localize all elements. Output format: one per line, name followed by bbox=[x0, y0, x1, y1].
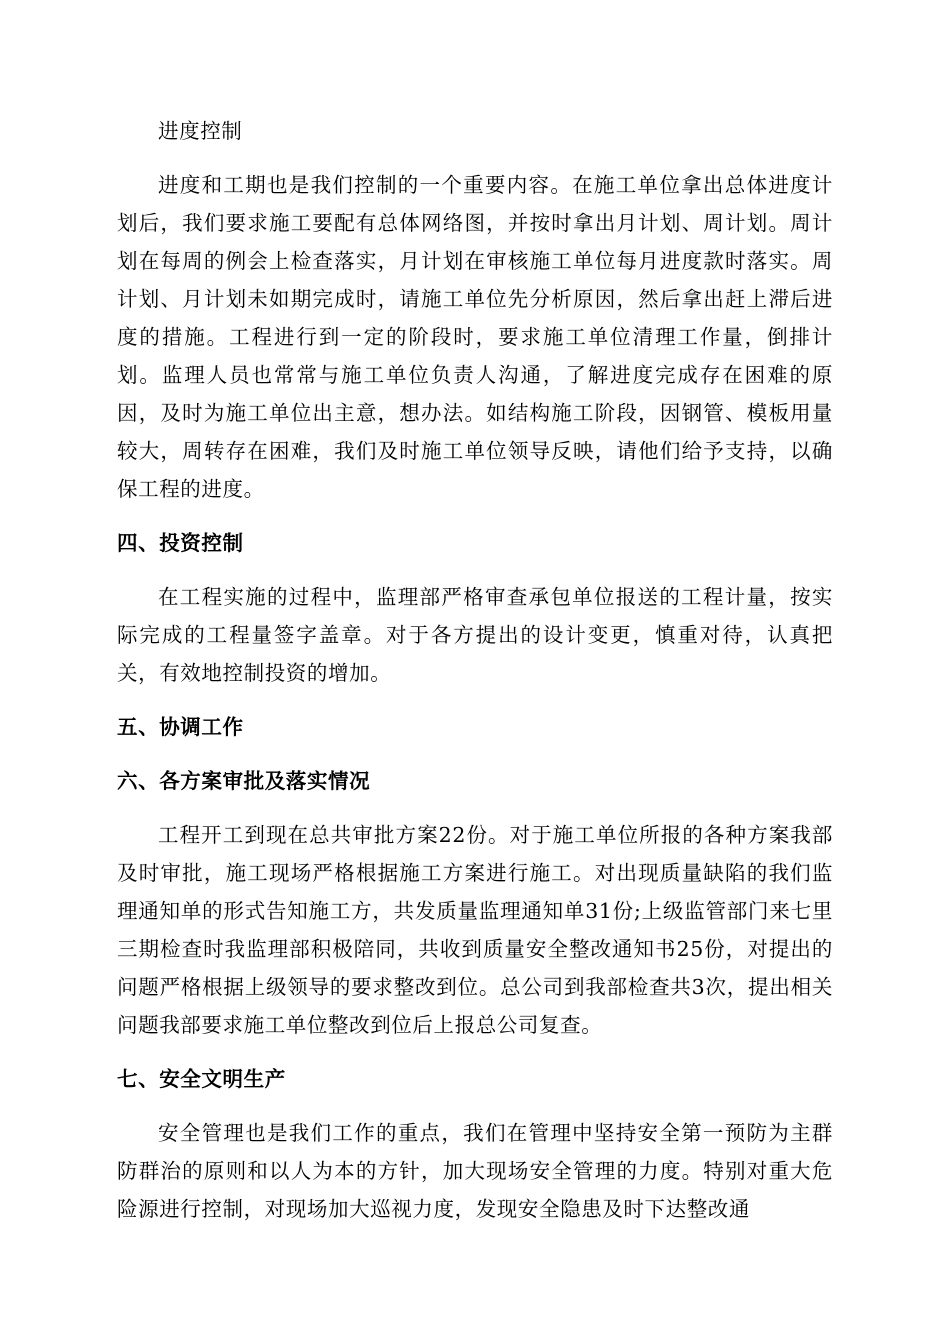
paragraph-investment: 在工程实施的过程中，监理部严格审查承包单位报送的工程计量，按实际完成的工程量签字盖章。对于各方提出的设计变更，慎重对待，认真把关，有效地控制投资的增加。 bbox=[117, 585, 833, 685]
heading-safety-production: 七、安全文明生产 bbox=[117, 1067, 286, 1091]
paragraph-approval: 工程开工到现在总共审批方案22份。对于施工单位所报的各种方案我部及时审批，施工现场严格根据施工方案进行施工。对出现质量缺陷的我们监理通知单的形式告知施工方，共发质量监理通知单31份;上级监管部门来七里三期检查时我监理部积极陪同，共收到质量安全整改通知书25份，对提出的问题严格根据上级领导的要求整改到位。总公司到我部检查共3次，提出相关问题我部要求施工单位整改到位后上报总公司复查。 bbox=[117, 823, 833, 1037]
paragraph-progress: 进度和工期也是我们控制的一个重要内容。在施工单位拿出总体进度计划后，我们要求施工要配有总体网络图，并按时拿出月计划、周计划。周计划在每周的例会上检查落实，月计划在审核施工单位每月进度款时落实。周计划、月计划未如期完成时，请施工单位先分析原因，然后拿出赶上滞后进度的措施。工程进行到一定的阶段时，要求施工单位清理工作量，倒排计划。监理人员也常常与施工单位负责人沟通，了解进度完成存在困难的原因，及时为施工单位出主意，想办法。如结构施工阶段，因钢管、模板用量较大，周转存在困难，我们及时施工单位领导反映，请他们给予支持，以确保工程的进度。 bbox=[117, 173, 833, 501]
heading-investment-control: 四、投资控制 bbox=[117, 531, 244, 555]
heading-coordination: 五、协调工作 bbox=[117, 715, 244, 739]
heading-plan-approval: 六、各方案审批及落实情况 bbox=[117, 769, 371, 793]
document-body bbox=[117, 112, 833, 1228]
paragraph-safety: 安全管理也是我们工作的重点，我们在管理中坚持安全第一预防为主群防群治的原则和以人为本的方针，加大现场安全管理的力度。特别对重大危险源进行控制，对现场加大巡视力度，发现安全隐患及时下达整改通 bbox=[117, 1121, 833, 1221]
sub-heading-progress-control: 进度控制 bbox=[158, 119, 243, 143]
